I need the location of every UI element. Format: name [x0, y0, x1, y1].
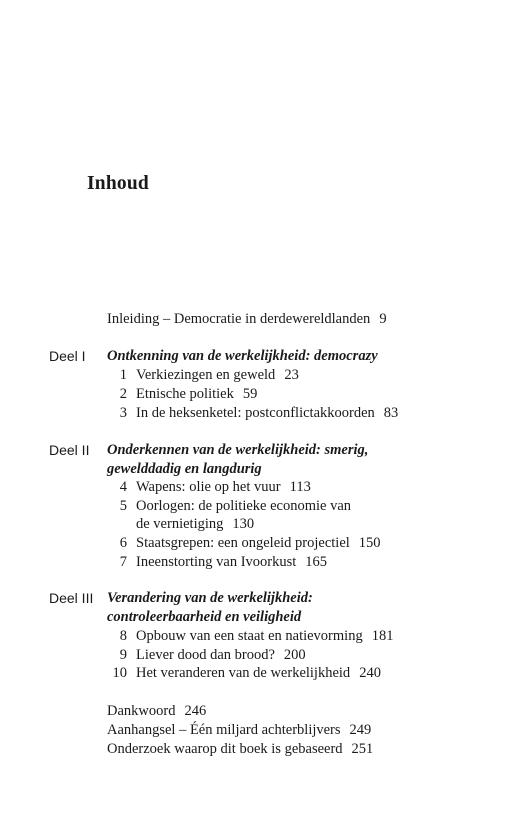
- back-matter-page: 249: [349, 722, 372, 738]
- chapter-number: 2: [119, 386, 127, 402]
- chapter-title: Etnische politiek: [136, 386, 234, 402]
- chapter-entry: [136, 404, 398, 422]
- chapter-page: 59: [242, 386, 258, 402]
- back-matter-page: 246: [184, 703, 207, 719]
- chapter-number: 5: [119, 498, 127, 514]
- chapter-number: 1: [119, 367, 127, 383]
- chapter-title: Het veranderen van de werkelijkheid: [136, 665, 351, 681]
- chapter-page: 23: [284, 367, 299, 383]
- part-label-3: Deel III: [49, 590, 94, 606]
- back-matter-entry: [107, 721, 371, 739]
- back-matter-entry: [107, 740, 373, 758]
- page-title: Inhoud: [87, 173, 149, 194]
- back-matter-page: 251: [351, 741, 374, 757]
- toc-intro-page: 9: [379, 311, 387, 327]
- back-matter-title: Aanhangsel – Één miljard achterblijvers: [107, 722, 341, 738]
- chapter-number: 10: [112, 665, 127, 681]
- chapter-title: Wapens: olie op het vuur: [136, 479, 281, 495]
- back-matter-entry: [107, 702, 206, 720]
- chapter-entry: [136, 664, 381, 682]
- toc-intro: [107, 310, 387, 328]
- chapter-number: 3: [119, 405, 127, 421]
- toc-intro-text: Inleiding – Democratie in derdewereldlanden: [107, 311, 371, 327]
- back-matter-title: Onderzoek waarop dit boek is gebaseerd: [107, 741, 343, 757]
- chapter-number: 6: [119, 535, 127, 551]
- part-title-2-line-1: Onderkennen van de werkelijkheid: smerig,: [107, 442, 369, 458]
- chapter-entry: [136, 646, 306, 664]
- chapter-entry: [136, 534, 381, 552]
- chapter-entry: [136, 553, 327, 571]
- chapter-page: 83: [383, 405, 399, 421]
- chapter-number: 7: [119, 554, 127, 570]
- chapter-page: 165: [305, 554, 328, 570]
- part-title-3-line-1: Verandering van de werkelijkheid:: [107, 590, 313, 606]
- chapter-title: Liever dood dan brood?: [136, 647, 275, 663]
- part-label-2: Deel II: [49, 442, 90, 458]
- part-title-2-line-2: gewelddadig en langdurig: [107, 461, 262, 477]
- chapter-number: 8: [119, 628, 127, 644]
- part-label-1: Deel I: [49, 348, 86, 364]
- chapter-entry: [136, 385, 257, 403]
- back-matter-title: Dankwoord: [107, 703, 176, 719]
- chapter-page: 113: [289, 479, 311, 495]
- chapter-title: Staatsgrepen: een ongeleid projectiel: [136, 535, 350, 551]
- chapter-entry: [136, 366, 299, 384]
- chapter-title: Opbouw van een staat en natievorming: [136, 628, 363, 644]
- chapter-page: 130: [232, 516, 255, 532]
- chapter-page: 240: [359, 665, 381, 681]
- chapter-entry: [136, 478, 311, 496]
- chapter-title: de vernietiging: [136, 516, 224, 532]
- chapter-title: In de heksenketel: postconflictakkoorden: [136, 405, 375, 421]
- chapter-page: 200: [283, 647, 306, 663]
- chapter-entry: [136, 515, 254, 533]
- chapter-number: 4: [119, 479, 127, 495]
- part-title-1: Ontkenning van de werkelijkheid: democrazy: [107, 348, 378, 364]
- chapter-title: Verkiezingen en geweld: [136, 367, 276, 383]
- chapter-title: Ineenstorting van Ivoorkust: [136, 554, 297, 570]
- chapter-title-line: Oorlogen: de politieke economie van: [136, 498, 352, 514]
- chapter-entry: [136, 627, 393, 645]
- chapter-page: 181: [371, 628, 394, 644]
- chapter-page: 150: [358, 535, 381, 551]
- chapter-number: 9: [119, 647, 127, 663]
- part-title-3-line-2: controleerbaarheid en veiligheid: [107, 609, 302, 625]
